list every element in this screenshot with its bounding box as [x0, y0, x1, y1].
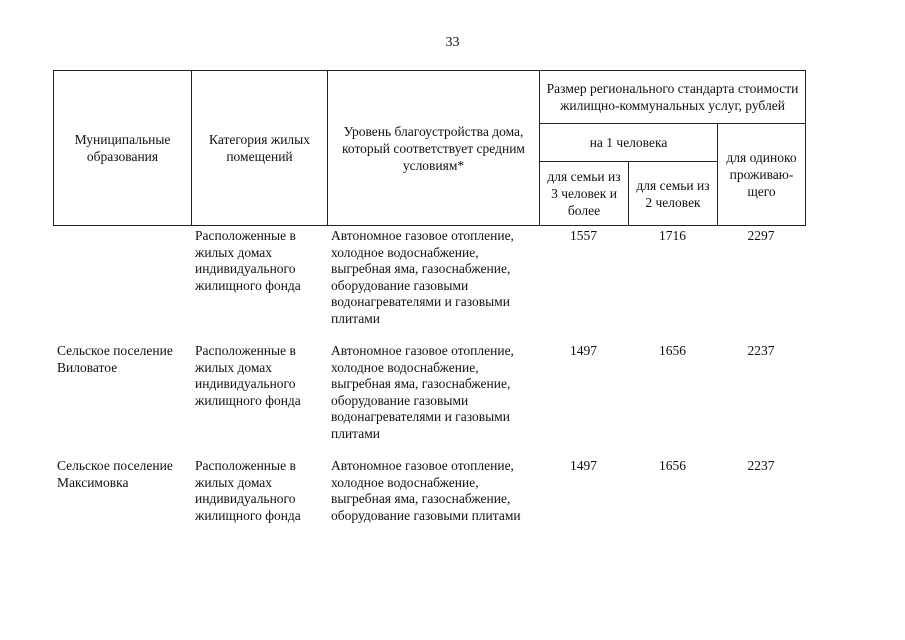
- table-row: [53, 226, 805, 341]
- cell-family3: 1497: [570, 343, 597, 358]
- cell-comfort-level: Автономное газовое отопление, холодное водоснабжение, выгребная яма, газоснабжение, оборудование газовыми водонагревателями и газовыми плитами: [331, 228, 514, 326]
- table-row: [53, 341, 805, 456]
- header-per-person: на 1 человека: [540, 124, 718, 162]
- table-row: [53, 456, 805, 538]
- header-single: для одиноко проживаю-щего: [718, 124, 806, 226]
- header-category: Категория жилых помещений: [192, 71, 328, 226]
- cell-family2: 1716: [659, 228, 686, 243]
- cell-municipality: Сельское поселение Виловатое: [57, 343, 173, 375]
- cell-single: 2237: [747, 458, 775, 473]
- cell-category: Расположенные в жилых домах индивидуального жилищного фонда: [195, 343, 301, 408]
- header-standard-group: Размер регионального стандарта стоимости жилищно-коммунальных услуг, рублей: [540, 71, 806, 124]
- header-family2: для семьи из 2 человек: [629, 162, 718, 226]
- cell-single: 2297: [747, 228, 775, 243]
- cell-family3: 1497: [570, 458, 597, 473]
- cell-family3: 1557: [570, 228, 597, 243]
- cell-family2: 1656: [659, 343, 686, 358]
- header-municipality: Муниципальные образования: [54, 71, 192, 226]
- page-number: 33: [445, 35, 460, 50]
- cell-municipality: [53, 226, 191, 341]
- cell-comfort-level: Автономное газовое отопление, холодное водоснабжение, выгребная яма, газоснабжение, оборудование газовыми плитами: [331, 458, 521, 523]
- cell-municipality: Сельское поселение Максимовка: [57, 458, 173, 490]
- header-comfort-level: Уровень благоустройства дома, который соответствует средним условиям*: [328, 71, 540, 226]
- cell-comfort-level: Автономное газовое отопление, холодное водоснабжение, выгребная яма, газоснабжение, оборудование газовыми водонагревателями и газовыми плитами: [331, 343, 514, 441]
- cell-family2: 1656: [659, 458, 686, 473]
- tariff-table-header: [53, 70, 806, 226]
- header-family3: для семьи из 3 человек и более: [540, 162, 629, 226]
- tariff-table-body: [53, 226, 805, 538]
- cell-single: 2237: [747, 343, 775, 358]
- cell-category: Расположенные в жилых домах индивидуального жилищного фонда: [195, 228, 301, 293]
- cell-category: Расположенные в жилых домах индивидуального жилищного фонда: [195, 458, 301, 523]
